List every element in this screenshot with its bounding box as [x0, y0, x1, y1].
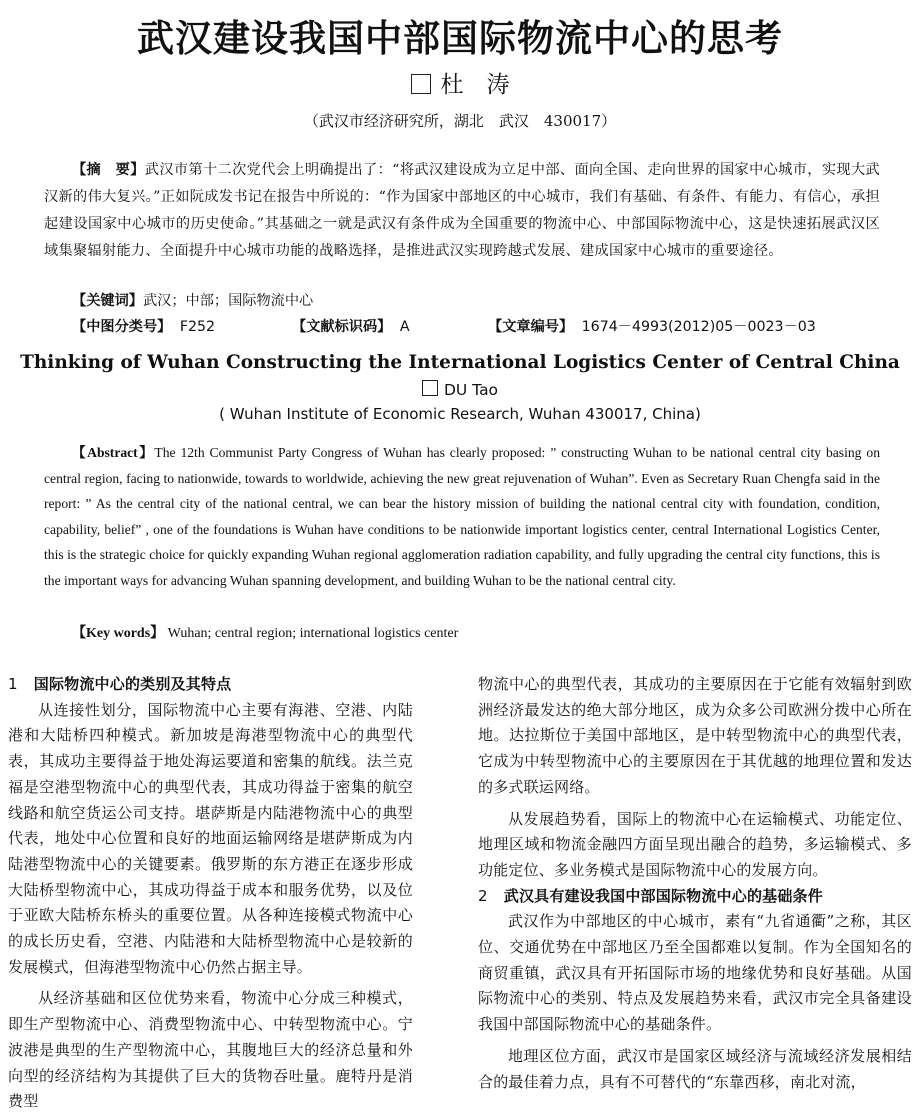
- english-title: Thinking of Wuhan Constructing the International Logistics Center of Central China: [20, 352, 900, 373]
- abstract-en-text: The 12th Communist Party Congress of Wuhan has clearly proposed: ” constructing Wuhan to be national central city basing on central region, facing to nationwide, towards to worldwide, achieving the new great rejuvenation of Wuhan”. Even as Secretary Ruan Chengfa said in the report: ” As the central city of the national central, we can bear the history mission of building the national central city with foundation, condition, capability, belief” , one of the foundations is Wuhan have conditions to be nationwide important logistics center, central International Logistics Center, this is the strategic choice for quickly expanding Wuhan regional agglomeration radiation capability, and fully upgrading the central city functions, this is the important ways for advancing Wuhan spanning development, and building Wuhan to be the national central city.: [44, 445, 880, 588]
- body-right-column: [478, 672, 912, 1095]
- keywords-cn: [72, 290, 313, 310]
- author-box-icon: [411, 74, 431, 94]
- section-1-paragraph-2-continued: 物流中心的典型代表，其成功的主要原因在于它能有效辐射到欧洲经济最发达的绝大部分地区，成为众多公司欧洲分拨中心所在地。达拉斯位于美国中部地区，是中转型物流中心的典型代表，它成为中转型物流中心的主要原因在于其优越的地理位置和发达的多式联运网络。: [478, 675, 912, 796]
- section-1-paragraph-1: 从连接性划分，国际物流中心主要有海港、空港、内陆港和大陆桥四种模式。新加坡是海港型物流中心的典型代表，其成功主要得益于地处海运要道和密集的航线。法兰克福是空港型物流中心的典型代表，其成功得益于密集的航空线路和航空货运公司支持。堪萨斯是内陆港物流中心的典型代表，地处中心位置和良好的地面运输网络是堪萨斯成为内陆港型物流中心的关键要素。俄罗斯的东方港正在逐步形成大陆桥型物流中心，其成功得益于成本和服务优势，以及位于亚欧大陆桥东桥头的重要位置。从各种连接模式物流中心的成长历史看，空港、内陆港和大陆桥型物流中心是较新的发展模式，但海港型物流中心仍然占据主导。: [8, 700, 413, 976]
- english-author-box-icon: [422, 380, 438, 396]
- abstract-cn-text: 武汉市第十二次党代会上明确提出了：“将武汉建设成为立足中部、面向全国、走向世界的国家中心城市，实现大武汉新的伟大复兴。”正如阮成发书记在报告中所说的：“作为国家中部地区的中心城市，我们有基础、有条件、有能力、有信心，承担起建设国家中心城市的历史使命。”其基础之一就是武汉有条件成为全国重要的物流中心、中部国际物流中心，这是快速拓展武汉区域集聚辐射能力、全面提升中心城市功能的战略选择，是推进武汉实现跨越式发展、建成国家中心城市的重要途径。: [44, 162, 880, 259]
- abstract-en-label: 【Abstract】: [72, 445, 155, 460]
- author-name: 杜 涛: [440, 72, 510, 98]
- keywords-en-text: Wuhan; central region; international logistics center: [167, 626, 459, 641]
- keywords-en: [72, 622, 458, 642]
- section-2-paragraph-1: 武汉作为中部地区的中心城市，素有“九省通衢”之称，其区位、交通优势在中部地区乃至全国都难以复制。作为全国知名的商贸重镇，武汉具有开拓国际市场的地缘优势和良好基础。从国际物流中心的类别、特点及发展趋势来看，武汉市完全具备建设我国中部国际物流中心的基础条件。: [478, 912, 912, 1034]
- section-1-paragraph-3: 从发展趋势看，国际上的物流中心在运输模式、功能定位、地理区域和物流金融四方面呈现出融合的趋势，多运输模式、多功能定位、多业务模式是国际物流中心的发展方向。: [478, 809, 912, 879]
- doc-code: [292, 316, 410, 336]
- body-left-column: [8, 672, 413, 1115]
- classification-value: F252: [179, 319, 216, 335]
- classification-label: 【中图分类号】: [72, 319, 172, 335]
- author: [0, 66, 920, 99]
- classification: [72, 316, 215, 336]
- english-author-name: DU Tao: [443, 381, 499, 399]
- abstract-en: [44, 440, 880, 594]
- section-2-paragraph-2: 地理区位方面，武汉市是国家区域经济与流域经济发展相结合的最佳着力点，具有不可替代的“东靠西移，南北对流，: [478, 1046, 912, 1091]
- article-number: [488, 316, 816, 336]
- keywords-en-label: 【Key words】: [72, 626, 165, 641]
- abstract-cn-label: 【摘 要】: [72, 162, 145, 178]
- section-1-number: 1: [8, 675, 18, 693]
- doc-code-value: A: [399, 319, 410, 335]
- article-number-value: 1674－4993(2012)05－0023－03: [581, 319, 816, 335]
- article-number-label: 【文章编号】: [488, 319, 574, 335]
- section-2-title: 武汉具有建设我国中部国际物流中心的基础条件: [503, 886, 823, 905]
- section-2-number: 2: [478, 886, 488, 905]
- english-affiliation: ( Wuhan Institute of Economic Research, Wuhan 430017, China): [219, 405, 701, 423]
- section-1-heading: [8, 672, 413, 698]
- section-2-heading: [478, 884, 912, 910]
- abstract-cn: [44, 157, 880, 265]
- article-title: 武汉建设我国中部国际物流中心的思考: [137, 17, 783, 60]
- section-1-title: 国际物流中心的类别及其特点: [33, 675, 232, 693]
- section-1-paragraph-2: 从经济基础和区位优势来看，物流中心分成三种模式，即生产型物流中心、消费型物流中心、中转型物流中心。宁波港是典型的生产型物流中心，其腹地巨大的经济总量和外向型的经济结构为其提供了巨大的货物吞吐量。鹿特丹是消费型: [8, 989, 413, 1111]
- keywords-cn-label: 【关键词】: [72, 293, 143, 309]
- doc-code-label: 【文献标识码】: [292, 319, 392, 335]
- english-author: [0, 380, 920, 399]
- keywords-cn-text: 武汉；中部；国际物流中心: [142, 293, 314, 309]
- affiliation: （武汉市经济研究所，湖北 武汉 430017）: [303, 112, 617, 130]
